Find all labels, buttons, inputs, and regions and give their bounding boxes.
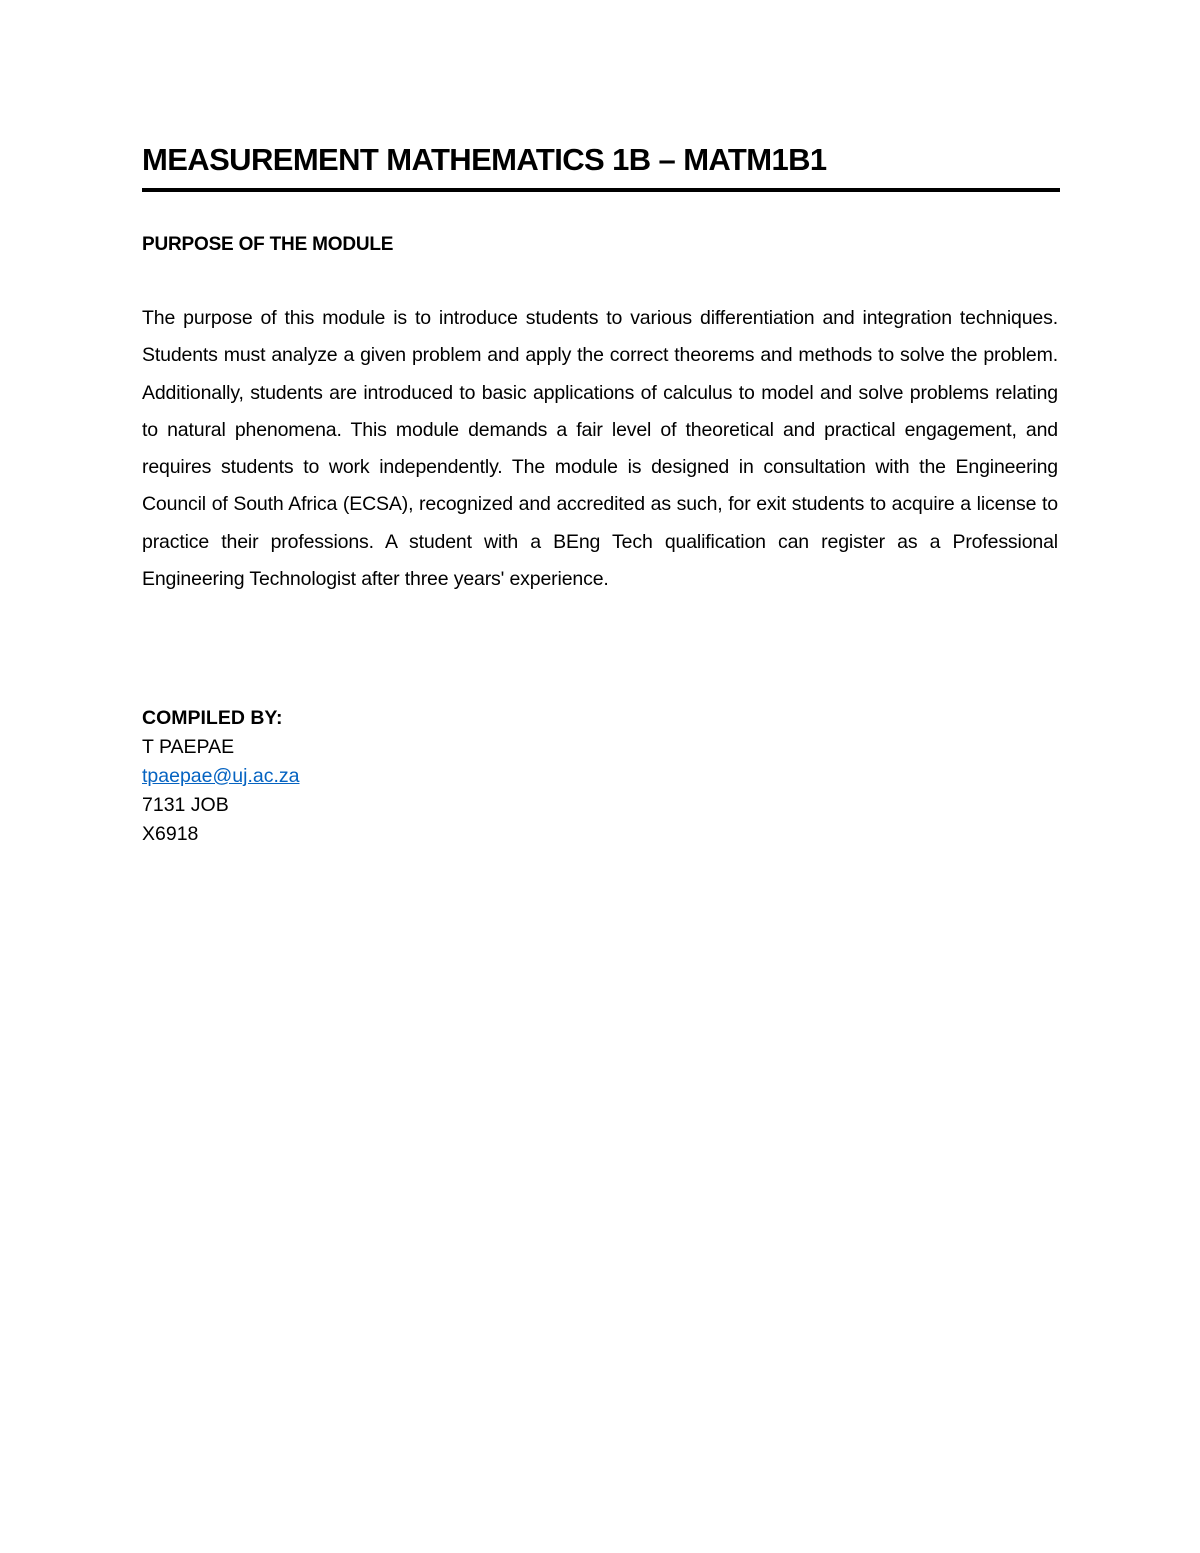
section-heading-purpose: PURPOSE OF THE MODULE — [142, 234, 394, 255]
purpose-paragraph: The purpose of this module is to introduce students to various differentiation and integration techniques. Students must analyze a given problem and apply the correct theorems and methods to solve the problem. Additionally, students are introduced to basic applications of calculus to model and solve problems relating to natural phenomena. This module demands a fair level of theoretical and practical engagement, and requires students to work independently. The module is designed in consultation with the Engineering Council of South Africa (ECSA), recognized and accredited as such, for exit students to acquire a license to practice their professions. A student with a BEng Tech qualification can register as a Professional Engineering Technologist after three years' experience. — [142, 307, 1058, 591]
compiler-office: 7131 JOB — [142, 794, 229, 816]
compiler-email-line — [142, 762, 742, 791]
title-underline-rule — [142, 188, 1060, 192]
compiler-email-link[interactable]: tpaepae@uj.ac.za — [142, 765, 300, 787]
compiled-by-block — [142, 704, 742, 849]
compiled-by-heading: COMPILED BY: — [142, 707, 283, 729]
compiler-extension: X6918 — [142, 823, 199, 845]
document-title: MEASUREMENT MATHEMATICS 1B – MATM1B1 — [142, 142, 827, 177]
compiler-name: T PAEPAE — [142, 736, 235, 758]
